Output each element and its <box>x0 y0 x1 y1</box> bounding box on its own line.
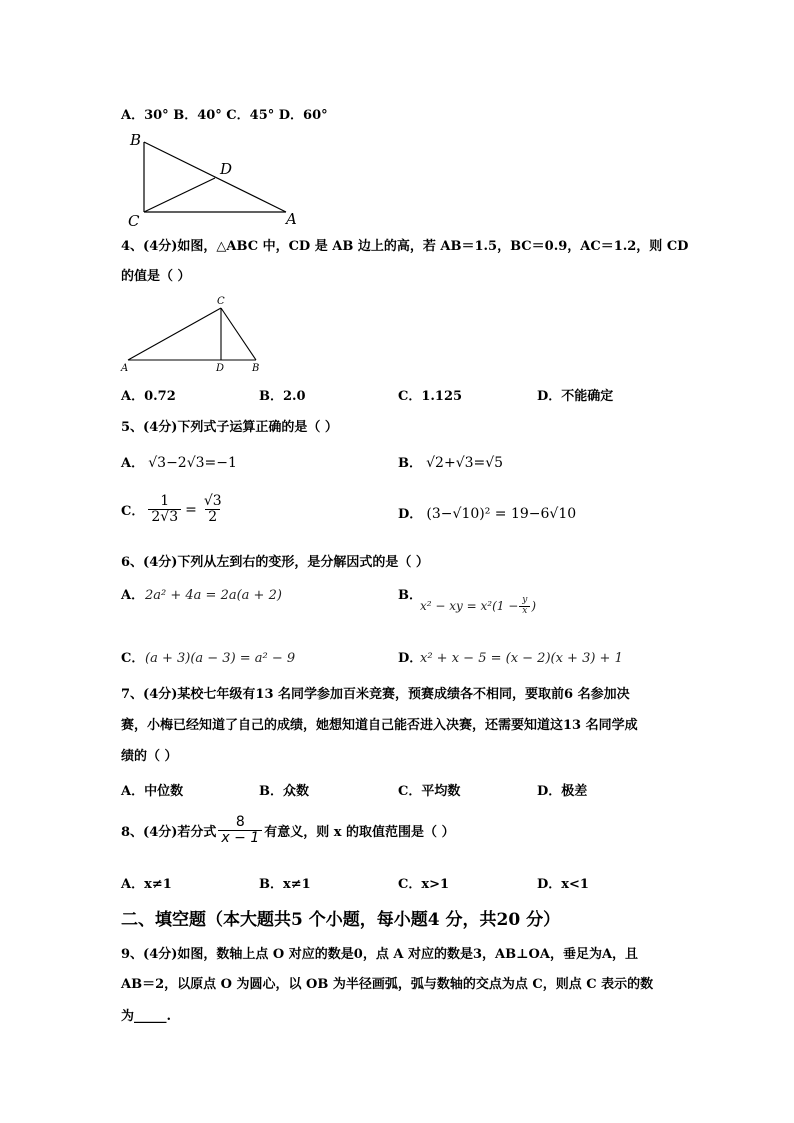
q7-option-d: D．极差 <box>537 784 588 799</box>
q5-option-d <box>398 503 576 522</box>
numerator: 8 <box>235 814 245 830</box>
option-label: B． <box>398 588 422 603</box>
label-a: A <box>121 363 129 374</box>
q5-option-d-expr: (3−√10)² = 19−6√10 <box>426 506 577 522</box>
q5-stem: 5、(4分)下列式子运算正确的是（ ） <box>121 420 338 435</box>
q9-line3: 为_____. <box>121 1009 172 1024</box>
section-heading-fill-in: 二、填空题（本大题共5 个小题，每小题4 分，共20 分） <box>121 910 561 930</box>
option-label: D． <box>398 651 423 666</box>
q8-fraction <box>218 815 262 847</box>
q7-option-a: A．中位数 <box>121 784 184 799</box>
q6-option-b <box>398 584 422 603</box>
denominator: 2√3 <box>148 509 181 525</box>
option-label: B． <box>398 456 422 471</box>
q5-option-c <box>121 494 225 526</box>
denominator: x <box>519 606 530 617</box>
q7-option-b: B．众数 <box>259 784 309 799</box>
q6-option-c-expr: (a + 3)(a − 3) = a² − 9 <box>145 651 296 666</box>
q5-option-a-expr: √3−2√3=−1 <box>148 455 237 471</box>
fraction <box>519 596 530 617</box>
denominator: x − 1 <box>218 830 262 846</box>
q6-option-d <box>398 647 422 666</box>
label-a: A <box>286 210 297 228</box>
q4-option-a: A．0.72 <box>121 389 176 404</box>
figure-triangle-acb <box>118 292 268 374</box>
label-b: B <box>130 131 142 149</box>
fraction-left <box>148 494 181 526</box>
fraction-right <box>201 494 225 526</box>
q6-option-b-expr <box>420 596 536 617</box>
segment-cd <box>144 178 215 212</box>
q8-option-c: C．x>1 <box>398 877 450 892</box>
numerator: √3 <box>203 493 222 509</box>
q6-stem: 6、(4分)下列从左到右的变形，是分解因式的是（ ） <box>121 555 429 570</box>
q8-option-b: B．x≠1 <box>259 877 311 892</box>
q7-line3: 绩的（ ） <box>121 749 178 764</box>
option-label: A． <box>121 456 145 471</box>
label-d: D <box>216 363 225 374</box>
q8-stem <box>121 815 455 847</box>
segment-ac <box>128 308 221 360</box>
q8-option-a: A．x≠1 <box>121 877 172 892</box>
q6-option-a-expr: 2a² + 4a = 2a(a + 2) <box>145 588 282 603</box>
q7-option-c: C．平均数 <box>398 784 461 799</box>
q9-line2: AB＝2，以原点 O 为圆心，以 OB 为半径画弧，弧与数轴的交点为点 C，则点 C 表示的数 <box>121 977 654 992</box>
denominator: 2 <box>205 509 220 525</box>
q3-options: A．30° B．40° C．45° D．60° <box>121 108 328 123</box>
label-d: D <box>220 160 233 178</box>
option-label: A． <box>121 588 145 603</box>
q5-option-a <box>121 452 237 471</box>
numerator: 1 <box>160 493 170 509</box>
expr-left: x² − xy = x²(1 − <box>420 599 519 614</box>
label-c: C <box>217 296 225 307</box>
q8-option-d: D．x<1 <box>537 877 589 892</box>
q7-line1: 7、(4分)某校七年级有13 名同学参加百米竞赛，预赛成绩各不相同，要取前6 名参加决 <box>121 687 630 702</box>
option-label: C． <box>121 504 145 520</box>
q4-line1: 4、(4分)如图，△ABC 中，CD 是 AB 边上的高，若 AB＝1.5，BC＝0.9，AC＝1.2，则 CD <box>121 239 689 254</box>
equals-sign: = <box>185 501 197 518</box>
q7-line2: 赛，小梅已经知道了自己的成绩，她想知道自己能否进入决赛，还需要知道这13 名同学成 <box>121 718 638 733</box>
q8-stem-pre: 8、(4分)若分式 <box>121 825 217 841</box>
label-b: B <box>252 363 260 374</box>
q5-option-b <box>398 452 503 471</box>
q4-option-d: D．不能确定 <box>537 389 614 404</box>
expr-right: ) <box>531 599 537 614</box>
option-label: D． <box>398 507 423 522</box>
q4-line2: 的值是（ ） <box>121 269 191 284</box>
segment-cb <box>221 308 256 360</box>
numerator: y <box>522 595 528 605</box>
option-label: C． <box>121 651 145 666</box>
q4-option-b: B．2.0 <box>259 389 306 404</box>
figure-triangle-bcа <box>120 128 310 228</box>
q6-option-a <box>121 584 144 603</box>
q9-line1: 9、(4分)如图，数轴上点 O 对应的数是0，点 A 对应的数是3，AB⊥OA，垂足为A，且 <box>121 947 639 962</box>
q6-option-c <box>121 647 144 666</box>
label-c: C <box>128 212 140 228</box>
q8-stem-post: 有意义，则 x 的取值范围是（ ） <box>264 825 455 841</box>
q6-option-d-expr: x² + x − 5 = (x − 2)(x + 3) + 1 <box>420 651 623 666</box>
q4-option-c: C．1.125 <box>398 389 463 404</box>
q5-option-b-expr: √2+√3=√5 <box>426 455 504 471</box>
